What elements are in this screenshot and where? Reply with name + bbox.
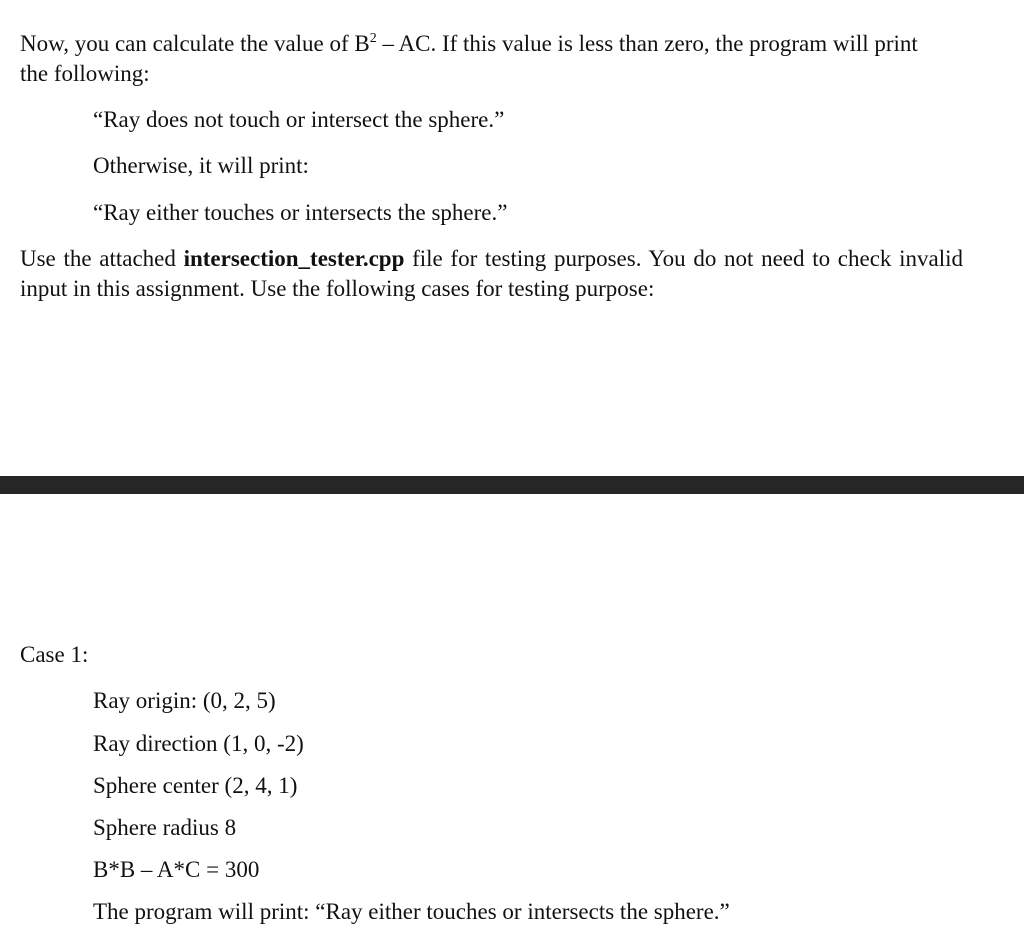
intro-text-part-2: – AC. If this value is less than zero, the program will print — [376, 31, 918, 56]
quote-touch: “Ray either touches or intersects the sphere.” — [93, 200, 508, 225]
discriminant-line: B*B – A*C = 300 — [93, 857, 260, 882]
intro-paragraph-line-1 — [20, 29, 918, 59]
testing-text-part-1: Use the attached — [20, 246, 184, 271]
tester-filename: intersection_tester.cpp — [183, 246, 405, 271]
testing-instructions-paragraph — [20, 244, 963, 304]
sphere-radius-line: Sphere radius 8 — [93, 815, 237, 840]
ray-origin-line: Ray origin: (0, 2, 5) — [93, 688, 276, 713]
sphere-center-line: Sphere center (2, 4, 1) — [93, 773, 298, 798]
testing-text-part-2: file for testing purposes. You do not need to check invalid input in this assignment. Use the following cases for testing purpose: — [20, 246, 963, 301]
quote-no-touch: “Ray does not touch or intersect the sphere.” — [93, 107, 505, 132]
program-output-line: The program will print: “Ray either touches or intersects the sphere.” — [93, 899, 730, 924]
intro-paragraph-line-2: the following: — [20, 61, 150, 86]
intro-text-part-1: Now, you can calculate the value of B — [20, 31, 370, 56]
ray-direction-line: Ray direction (1, 0, -2) — [93, 731, 304, 756]
superscript-2: 2 — [369, 31, 377, 46]
otherwise-line: Otherwise, it will print: — [93, 153, 309, 178]
case-label: Case 1: — [20, 642, 89, 667]
page-divider — [0, 476, 1024, 494]
